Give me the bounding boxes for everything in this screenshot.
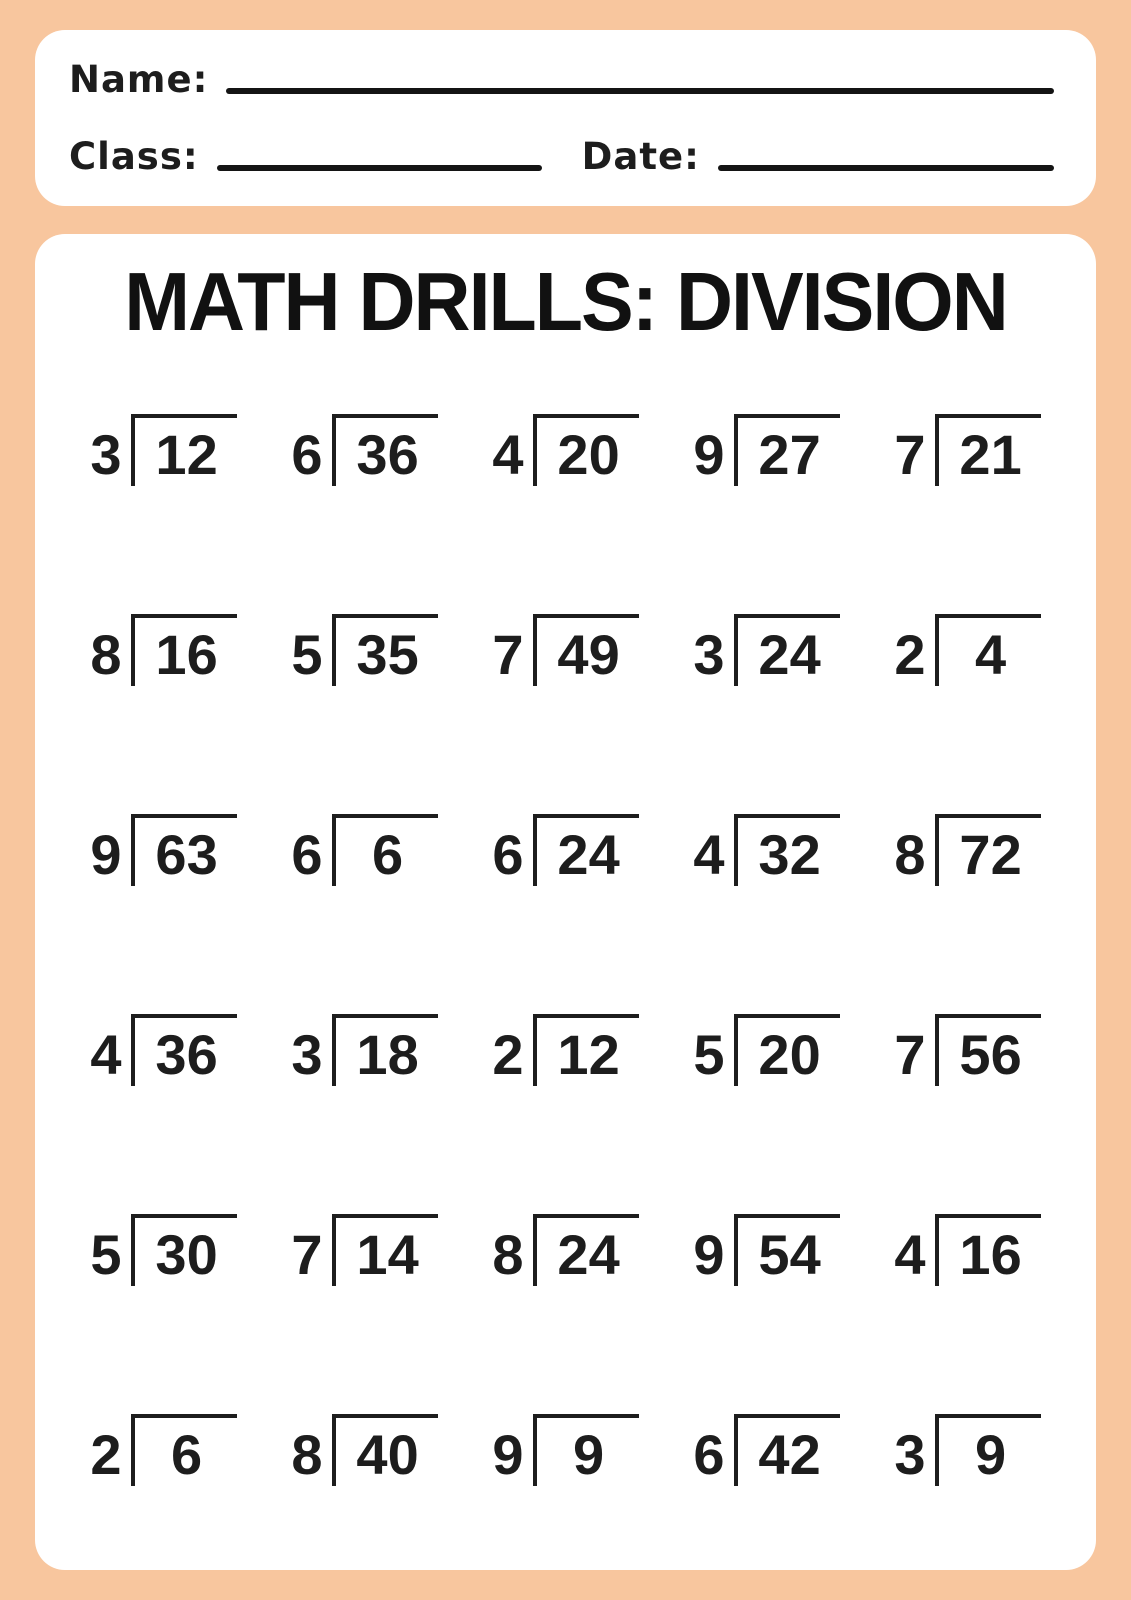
problems-grid	[63, 350, 1068, 1550]
division-problem	[492, 1014, 638, 1086]
date-write-line	[718, 165, 1054, 171]
division-problem	[894, 1214, 1040, 1286]
dividend-under-bracket: 6	[131, 1414, 237, 1486]
dividend-under-bracket: 9	[935, 1414, 1041, 1486]
division-problem	[291, 614, 437, 686]
division-problem	[894, 1014, 1040, 1086]
divisor: 9	[492, 1423, 524, 1486]
divisor: 8	[291, 1423, 323, 1486]
divisor: 9	[693, 423, 725, 486]
divisor: 8	[90, 623, 122, 686]
class-label: Class:	[69, 135, 199, 179]
division-problem	[90, 614, 236, 686]
division-problem	[894, 814, 1040, 886]
division-problem	[693, 614, 839, 686]
divisor: 3	[90, 423, 122, 486]
division-problem	[90, 1214, 236, 1286]
division-problem	[693, 1014, 839, 1086]
page-title: MATH DRILLS: DIVISION	[124, 255, 1007, 348]
division-problem	[90, 414, 236, 486]
division-problem	[492, 1214, 638, 1286]
divisor: 6	[492, 823, 524, 886]
dividend-under-bracket: 42	[734, 1414, 840, 1486]
dividend-under-bracket: 35	[332, 614, 438, 686]
divisor: 4	[693, 823, 725, 886]
divisor: 6	[693, 1423, 725, 1486]
dividend-under-bracket: 40	[332, 1414, 438, 1486]
dividend-under-bracket: 24	[734, 614, 840, 686]
name-label: Name:	[69, 58, 209, 101]
division-problem	[291, 1414, 437, 1486]
division-problem	[894, 414, 1040, 486]
divisor: 5	[693, 1023, 725, 1086]
dividend-under-bracket: 20	[533, 414, 639, 486]
name-write-line	[226, 88, 1054, 94]
divisor: 8	[492, 1223, 524, 1286]
dividend-under-bracket: 21	[935, 414, 1041, 486]
division-problem	[90, 814, 236, 886]
student-info-card	[35, 30, 1096, 206]
divisor: 3	[291, 1023, 323, 1086]
division-problem	[693, 814, 839, 886]
division-problem	[90, 1014, 236, 1086]
division-problem	[894, 614, 1040, 686]
dividend-under-bracket: 24	[533, 814, 639, 886]
division-problem	[693, 1214, 839, 1286]
dividend-under-bracket: 63	[131, 814, 237, 886]
division-problem	[492, 814, 638, 886]
division-problem	[492, 414, 638, 486]
divisor: 2	[492, 1023, 524, 1086]
dividend-under-bracket: 32	[734, 814, 840, 886]
dividend-under-bracket: 30	[131, 1214, 237, 1286]
divisor: 4	[894, 1223, 926, 1286]
division-problem	[492, 1414, 638, 1486]
divisor: 6	[291, 423, 323, 486]
dividend-under-bracket: 12	[131, 414, 237, 486]
worksheet-card	[35, 234, 1096, 1570]
division-problem	[90, 1414, 236, 1486]
divisor: 4	[492, 423, 524, 486]
dividend-under-bracket: 56	[935, 1014, 1041, 1086]
class-write-line	[217, 165, 542, 171]
divisor: 7	[291, 1223, 323, 1286]
division-problem	[291, 414, 437, 486]
division-problem	[291, 814, 437, 886]
dividend-under-bracket: 27	[734, 414, 840, 486]
divisor: 9	[90, 823, 122, 886]
division-problem	[492, 614, 638, 686]
divisor: 8	[894, 823, 926, 886]
dividend-under-bracket: 72	[935, 814, 1041, 886]
division-problem	[291, 1014, 437, 1086]
divisor: 2	[90, 1423, 122, 1486]
dividend-under-bracket: 16	[131, 614, 237, 686]
division-problem	[693, 414, 839, 486]
division-problem	[291, 1214, 437, 1286]
divisor: 3	[894, 1423, 926, 1486]
dividend-under-bracket: 20	[734, 1014, 840, 1086]
dividend-under-bracket: 6	[332, 814, 438, 886]
divisor: 6	[291, 823, 323, 886]
dividend-under-bracket: 12	[533, 1014, 639, 1086]
dividend-under-bracket: 16	[935, 1214, 1041, 1286]
dividend-under-bracket: 4	[935, 614, 1041, 686]
divisor: 5	[90, 1223, 122, 1286]
date-label: Date:	[581, 135, 700, 179]
divisor: 3	[693, 623, 725, 686]
dividend-under-bracket: 18	[332, 1014, 438, 1086]
divisor: 7	[894, 423, 926, 486]
dividend-under-bracket: 36	[131, 1014, 237, 1086]
divisor: 2	[894, 623, 926, 686]
divisor: 7	[894, 1023, 926, 1086]
dividend-under-bracket: 14	[332, 1214, 438, 1286]
divisor: 5	[291, 623, 323, 686]
divisor: 9	[693, 1223, 725, 1286]
division-problem	[693, 1414, 839, 1486]
dividend-under-bracket: 9	[533, 1414, 639, 1486]
division-problem	[894, 1414, 1040, 1486]
name-field-row	[69, 60, 1054, 101]
dividend-under-bracket: 24	[533, 1214, 639, 1286]
divisor: 4	[90, 1023, 122, 1086]
dividend-under-bracket: 54	[734, 1214, 840, 1286]
divisor: 7	[492, 623, 524, 686]
dividend-under-bracket: 49	[533, 614, 639, 686]
dividend-under-bracket: 36	[332, 414, 438, 486]
class-date-field-row	[69, 137, 1054, 178]
